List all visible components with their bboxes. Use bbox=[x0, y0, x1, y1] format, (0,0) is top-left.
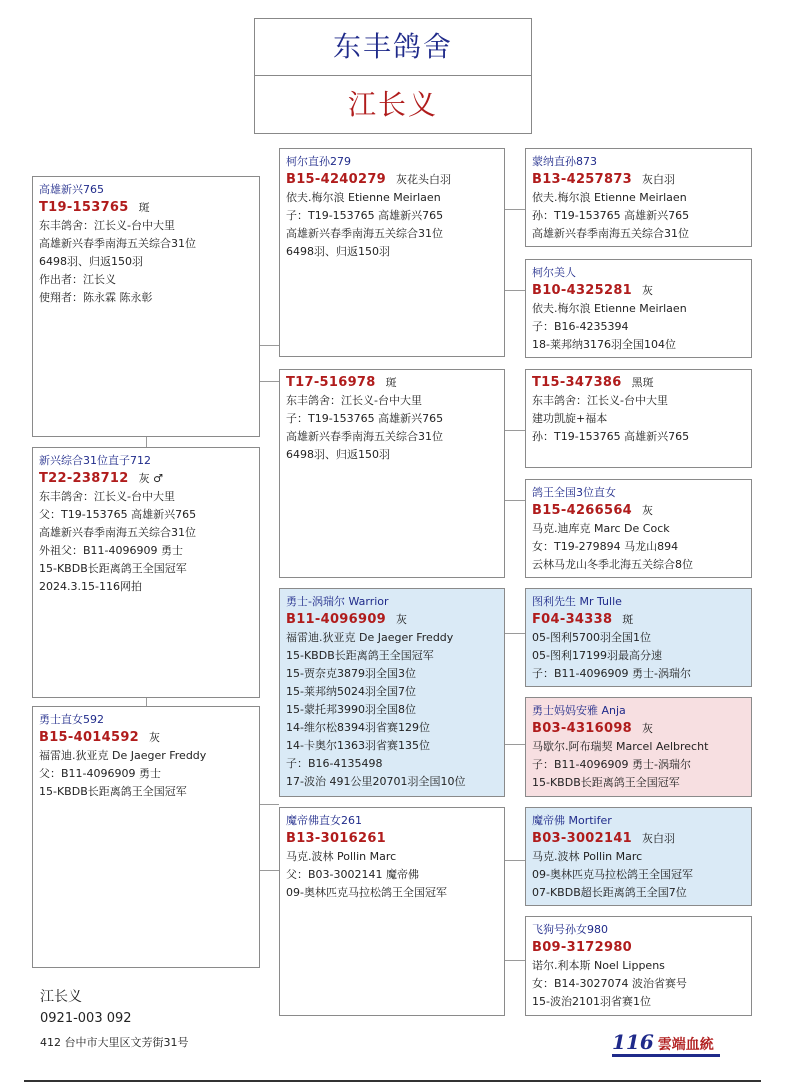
pigeon-title: 蒙纳直孙873 bbox=[532, 155, 597, 168]
pigeon-title: 鸽王全国3位直女 bbox=[532, 486, 616, 499]
info-line: 父：T19-153765 高雄新兴765 bbox=[39, 508, 197, 521]
pedigree-header bbox=[254, 18, 532, 134]
connector-line bbox=[260, 870, 279, 871]
pigeon-color: 灰 bbox=[149, 731, 161, 744]
sire-sire-sire-card bbox=[525, 148, 752, 247]
info-line: 外祖父：B11-4096909 勇士 bbox=[39, 544, 183, 557]
pigeon-title: 高雄新兴765 bbox=[39, 183, 104, 196]
info-line: 马克.迪库克 Marc De Cock bbox=[532, 522, 670, 535]
info-line: 依夫.梅尔浪 Etienne Meirlaen bbox=[286, 191, 441, 204]
pigeon-title: 飞狗号孙女980 bbox=[532, 923, 608, 936]
pigeon-color: 灰 ♂ bbox=[138, 472, 163, 485]
info-line: 诺尔.利本斯 Noel Lippens bbox=[532, 959, 665, 972]
sire-dam-card bbox=[279, 369, 505, 578]
info-line: 高雄新兴春季南海五关综合31位 bbox=[532, 227, 689, 240]
connector-line bbox=[260, 804, 279, 805]
pigeon-color: 灰 bbox=[642, 284, 654, 297]
info-line: 子：B16-4235394 bbox=[532, 320, 629, 333]
info-line: 15-KBDB长距离鸽王全国冠军 bbox=[286, 649, 434, 662]
dam-sire-card bbox=[279, 588, 505, 797]
ring-number: B13-3016261 bbox=[286, 831, 387, 846]
logo-number: 116 bbox=[612, 1030, 654, 1054]
dam-sire-sire-card bbox=[525, 588, 752, 687]
info-line: 东丰鸽舍：江长义-台中大里 bbox=[532, 394, 668, 407]
ring-number: T17-516978 bbox=[286, 375, 376, 390]
info-line: 15-波治2101羽省赛1位 bbox=[532, 995, 651, 1008]
ring-number: B15-4240279 bbox=[286, 172, 387, 187]
sire-sire-dam-card bbox=[525, 259, 752, 358]
info-line: 子：B16-4135498 bbox=[286, 757, 383, 770]
pigeon-color: 斑 bbox=[622, 613, 634, 626]
info-line: 高雄新兴春季南海五关综合31位 bbox=[286, 227, 443, 240]
dam-dam-dam-card bbox=[525, 916, 752, 1016]
info-line: 东丰鸽舍：江长义-台中大里 bbox=[39, 219, 175, 232]
owner-name: 江长义 bbox=[347, 88, 438, 121]
pigeon-color: 斑 bbox=[385, 376, 397, 389]
ring-number: B11-4096909 bbox=[286, 612, 387, 627]
info-line: 子：T19-153765 高雄新兴765 bbox=[286, 412, 444, 425]
connector-line bbox=[146, 698, 147, 706]
info-line: 高雄新兴春季南海五关综合31位 bbox=[286, 430, 443, 443]
ring-number: B15-4266564 bbox=[532, 503, 633, 518]
info-line: 东丰鸽舍：江长义-台中大里 bbox=[286, 394, 422, 407]
info-line: 子：B11-4096909 勇士-涡瑞尔 bbox=[532, 758, 691, 771]
info-line: 18-莱邦纳3176羽全国104位 bbox=[532, 338, 676, 351]
sire-sire-card bbox=[279, 148, 505, 357]
info-line: 2024.3.15-116网拍 bbox=[39, 580, 142, 593]
pigeon-color: 灰花头白羽 bbox=[396, 173, 452, 186]
logo-text: 雲端血統 bbox=[657, 1037, 714, 1053]
pigeon-color: 灰 bbox=[396, 613, 408, 626]
info-line: 女：T19-279894 马龙山894 bbox=[532, 540, 679, 553]
info-line: 马歇尔.阿布瑞契 Marcel Aelbrecht bbox=[532, 740, 709, 753]
pigeon-title: 新兴综合31位直子712 bbox=[39, 454, 151, 467]
dam-dam-sire-card bbox=[525, 807, 752, 906]
ring-number: B03-4316098 bbox=[532, 721, 633, 736]
sire-dam-dam-card bbox=[525, 479, 752, 578]
info-line: 14-卡奥尔1363羽省赛135位 bbox=[286, 739, 430, 752]
pigeon-title: 柯尔美人 bbox=[532, 266, 576, 279]
info-line: 09-奥林匹克马拉松鸽王全国冠军 bbox=[286, 886, 447, 899]
info-line: 父：B11-4096909 勇士 bbox=[39, 767, 161, 780]
logo bbox=[612, 1030, 722, 1058]
info-line: 孙：T19-153765 高雄新兴765 bbox=[532, 209, 690, 222]
logo-underline bbox=[612, 1054, 720, 1057]
ring-number: F04-34338 bbox=[532, 612, 613, 627]
sire-dam-sire-card bbox=[525, 369, 752, 468]
connector-line bbox=[505, 290, 525, 291]
connector-line bbox=[505, 500, 525, 501]
info-line: 高雄新兴春季南海五关综合31位 bbox=[39, 526, 196, 539]
info-line: 6498羽、归返150羽 bbox=[39, 255, 143, 268]
bottom-divider bbox=[24, 1080, 761, 1082]
info-line: 15-KBDB长距离鸽王全国冠军 bbox=[39, 562, 187, 575]
info-line: 05-图利17199羽最高分速 bbox=[532, 649, 662, 662]
pigeon-title: 勇士直女592 bbox=[39, 713, 104, 726]
sire-card bbox=[32, 447, 260, 698]
ring-number: B15-4014592 bbox=[39, 730, 140, 745]
info-line: 女：B14-3027074 波治省赛号 bbox=[532, 977, 687, 990]
info-line: 15-KBDB长距离鸽王全国冠军 bbox=[532, 776, 680, 789]
info-line: 15-KBDB长距离鸽王全国冠军 bbox=[39, 785, 187, 798]
ring-number: B09-3172980 bbox=[532, 940, 633, 955]
info-line: 17-波治 491公里20701羽全国10位 bbox=[286, 775, 466, 788]
info-line: 15-贾奈克3879羽全国3位 bbox=[286, 667, 416, 680]
info-line: 东丰鸽舍：江长义-台中大里 bbox=[39, 490, 175, 503]
pigeon-title: 魔帝佛直女261 bbox=[286, 814, 362, 827]
footer-address: 412 台中市大里区文芳街31号 bbox=[40, 1036, 189, 1049]
pigeon-color: 斑 bbox=[138, 201, 150, 214]
info-line: 05-图利5700羽全国1位 bbox=[532, 631, 651, 644]
connector-line bbox=[260, 345, 279, 346]
loft-name: 东丰鸽舍 bbox=[255, 19, 531, 76]
ring-number: T22-238712 bbox=[39, 471, 129, 486]
info-line: 子：T19-153765 高雄新兴765 bbox=[286, 209, 444, 222]
connector-line bbox=[505, 860, 525, 861]
pigeon-color: 灰白羽 bbox=[642, 173, 676, 186]
ring-number: B13-4257873 bbox=[532, 172, 633, 187]
connector-line bbox=[505, 744, 525, 745]
info-line: 依夫.梅尔浪 Etienne Meirlaen bbox=[532, 191, 687, 204]
pigeon-color: 灰白羽 bbox=[642, 832, 676, 845]
connector-line bbox=[505, 960, 525, 961]
connector-line bbox=[146, 437, 147, 447]
dam-sire-dam-card bbox=[525, 697, 752, 797]
ring-number: T15-347386 bbox=[532, 375, 622, 390]
connector-line bbox=[505, 430, 525, 431]
pigeon-title: 图利先生 Mr Tulle bbox=[532, 595, 622, 608]
pigeon-color: 灰 bbox=[642, 722, 654, 735]
info-line: 依夫.梅尔浪 Etienne Meirlaen bbox=[532, 302, 687, 315]
info-line: 作出者：江长义 bbox=[39, 273, 116, 286]
info-line: 建功凯旋+福本 bbox=[532, 412, 608, 425]
connector-line bbox=[505, 633, 525, 634]
pigeon-color: 灰 bbox=[642, 504, 654, 517]
info-line: 09-奥林匹克马拉松鸽王全国冠军 bbox=[532, 868, 693, 881]
info-line: 07-KBDB超长距离鸽王全国7位 bbox=[532, 886, 687, 899]
info-line: 15-蒙托邦3990羽全国8位 bbox=[286, 703, 416, 716]
pigeon-color: 黑斑 bbox=[631, 376, 654, 389]
pigeon-title: 魔帝佛 Mortifer bbox=[532, 814, 612, 827]
info-line: 福雷迪.狄亚克 De Jaeger Freddy bbox=[39, 749, 207, 762]
info-line: 云林马龙山冬季北海五关综合8位 bbox=[532, 558, 693, 571]
ring-number: B03-3002141 bbox=[532, 831, 633, 846]
info-line: 14-维尔松8394羽省赛129位 bbox=[286, 721, 430, 734]
subject-pigeon-card bbox=[32, 176, 260, 437]
info-line: 15-莱邦纳5024羽全国7位 bbox=[286, 685, 416, 698]
info-line: 子：B11-4096909 勇士-涡瑞尔 bbox=[532, 667, 691, 680]
info-line: 高雄新兴春季南海五关综合31位 bbox=[39, 237, 196, 250]
pigeon-title: 勇士-涡瑞尔 Warrior bbox=[286, 595, 389, 608]
pigeon-title: 勇士妈妈安雅 Anja bbox=[532, 704, 626, 717]
connector-line bbox=[260, 381, 279, 382]
footer-name: 江长义 bbox=[40, 989, 82, 1005]
info-line: 马克.波林 Pollin Marc bbox=[286, 850, 397, 863]
connector-line bbox=[505, 209, 525, 210]
dam-card bbox=[32, 706, 260, 968]
info-line: 6498羽、归返150羽 bbox=[286, 245, 390, 258]
info-line: 孙：T19-153765 高雄新兴765 bbox=[532, 430, 690, 443]
dam-dam-card bbox=[279, 807, 505, 1016]
footer-phone: 0921-003 092 bbox=[40, 1011, 132, 1026]
ring-number: T19-153765 bbox=[39, 200, 129, 215]
info-line: 马克.波林 Pollin Marc bbox=[532, 850, 643, 863]
info-line: 使翔者：陈永霖 陈永彰 bbox=[39, 291, 153, 304]
info-line: 福雷迪.狄亚克 De Jaeger Freddy bbox=[286, 631, 454, 644]
info-line: 父：B03-3002141 魔帝佛 bbox=[286, 868, 419, 881]
info-line: 6498羽、归返150羽 bbox=[286, 448, 390, 461]
ring-number: B10-4325281 bbox=[532, 283, 633, 298]
pigeon-title: 柯尔直孙279 bbox=[286, 155, 351, 168]
